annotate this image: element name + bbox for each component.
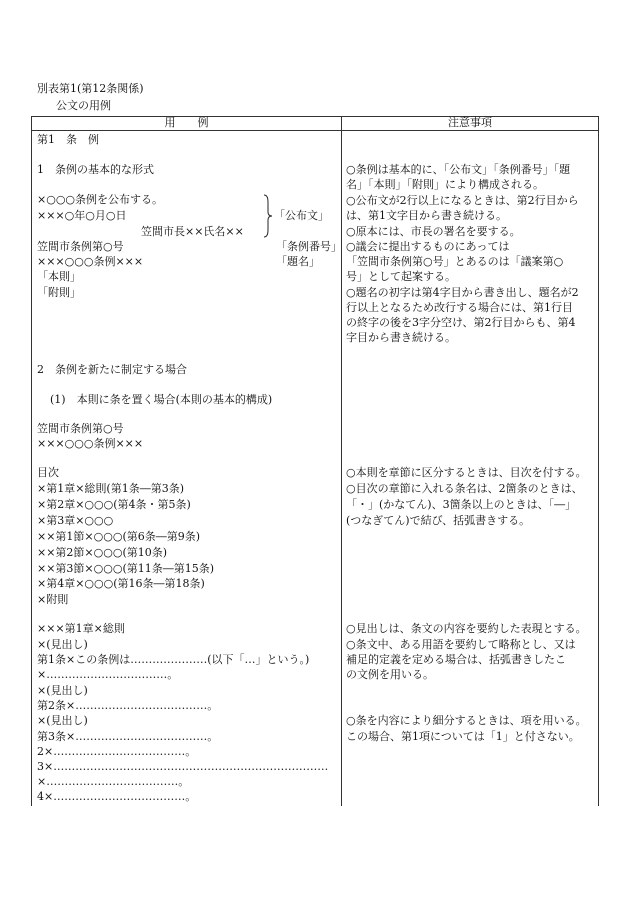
note-line: ○条文中、ある用語を要約して略称とし、又は [346, 638, 576, 651]
column-divider [341, 116, 342, 806]
article-caption: ×(見出し) [37, 714, 88, 727]
note-line: の文例を用いる。 [346, 668, 434, 681]
note-line: 名」「本則」「附則」により構成される。 [346, 178, 544, 191]
article-line: 第2条×………………………………。 [37, 699, 219, 712]
note-line: ○条例は基本的に、「公布文」「条例番号」「題 [346, 163, 571, 176]
toc-item: ×第3章×○○○ [37, 514, 114, 527]
note-line: ○議会に提出するものにあっては [346, 240, 510, 253]
column-header-notes: 注意事項 [448, 116, 492, 129]
article-caption: ×(見出し) [37, 638, 88, 651]
note-line: 補足的定義を定める場合は、括弧書きしたこ [346, 653, 566, 666]
note-line: ○本則を章節に区分するときは、目次を付する。 [346, 466, 587, 479]
subsection-title: 1 条例の基本的な形式 [37, 163, 154, 176]
chapter-heading: ×××第1章×総則 [37, 622, 125, 635]
note-line: ○題名の初字は第4字目から書き出し、題名が2 [346, 286, 579, 299]
example-line: 笠間市長××氏名×× [141, 225, 244, 238]
toc-item: ××第2節×○○○(第10条) [37, 546, 168, 559]
toc-title: 目次 [37, 466, 59, 479]
note-line: 「・」(かなてん)、3箇条以上のときは、「―」 [346, 498, 577, 511]
toc-item: ××第1節×○○○(第6条―第9条) [37, 530, 201, 543]
example-line: 笠間市条例第○号 [37, 422, 124, 435]
article-line: 第1条×この条例は…………………(以下「…」という。) [37, 653, 310, 666]
paragraph-line: 2×………………………………。 [37, 745, 197, 758]
header-divider [31, 130, 599, 131]
paragraph-line: ×………………………………。 [37, 775, 190, 788]
table-subtitle: 公文の用例 [56, 99, 111, 112]
toc-item: ×第2章×○○○(第4条・第5条) [37, 498, 191, 511]
table-right-border [598, 116, 599, 806]
subsection-title: 2 条例を新たに制定する場合 [37, 363, 187, 376]
label-publication: 「公布文」 [274, 209, 329, 222]
note-line: ○見出しは、条文の内容を要約した表現とする。 [346, 622, 587, 635]
subsection-title: (1) 本則に条を置く場合(本則の基本的構成) [50, 393, 273, 406]
toc-item: ×附則 [37, 593, 69, 606]
note-line: ○条を内容により細分するときは、項を用いる。 [346, 714, 587, 727]
example-line: ×××○○○条例××× [37, 255, 144, 268]
note-line: は、第1文字目から書き続ける。 [346, 209, 507, 222]
example-line: ×××○○○条例××× [37, 437, 144, 450]
example-line: ×○○○条例を公布する。 [37, 193, 164, 206]
example-line: 笠間市条例第○号 [37, 240, 124, 253]
article-line: ×……………………………。 [37, 668, 179, 681]
note-line: の終字の後を3字分空け、第2行目からも、第4 [346, 316, 576, 329]
note-line: 字目から書き続ける。 [346, 331, 456, 344]
article-line: 第3条×………………………………。 [37, 730, 219, 743]
label-title: 「題名」 [276, 255, 320, 268]
table-left-border [31, 116, 32, 806]
label-supplementary: 「附則」 [37, 286, 81, 299]
note-line: ○公布文が2行以上になるときは、第2行目から [346, 194, 579, 207]
section-title: 第1 条 例 [37, 133, 99, 146]
toc-item: ××第3節×○○○(第11条―第15条) [37, 562, 215, 575]
note-line: この場合、第1項については「1」と付さない。 [346, 730, 580, 743]
note-line: 「笠間市条例第○号」とあるのは「議案第○ [346, 255, 564, 268]
toc-item: ×第1章×総則(第1条―第3条) [37, 482, 185, 495]
note-line: 行以上となるため改行する場合には、第1行目 [346, 301, 573, 314]
brace-icon [263, 194, 273, 238]
example-line: ×××○年○月○日 [37, 209, 127, 222]
table-caption: 別表第1(第12条関係) [37, 82, 144, 95]
label-main-provisions: 「本則」 [37, 270, 81, 283]
paragraph-line: 3×………………………………………………………………… [37, 760, 329, 773]
note-line: ○原本には、市長の署名を要する。 [346, 225, 521, 238]
note-line: (つなぎてん)で結び、括弧書きする。 [346, 514, 531, 527]
note-line: ○目次の章節に入れる条名は、2箇条のときは、 [346, 482, 583, 495]
label-ordinance-number: 「条例番号」 [276, 240, 342, 253]
note-line: 号」として起案する。 [346, 270, 456, 283]
column-header-examples: 用 例 [164, 116, 209, 129]
paragraph-line: 4×………………………………。 [37, 790, 197, 803]
toc-item: ×第4章×○○○(第16条―第18条) [37, 577, 205, 590]
article-caption: ×(見出し) [37, 684, 88, 697]
